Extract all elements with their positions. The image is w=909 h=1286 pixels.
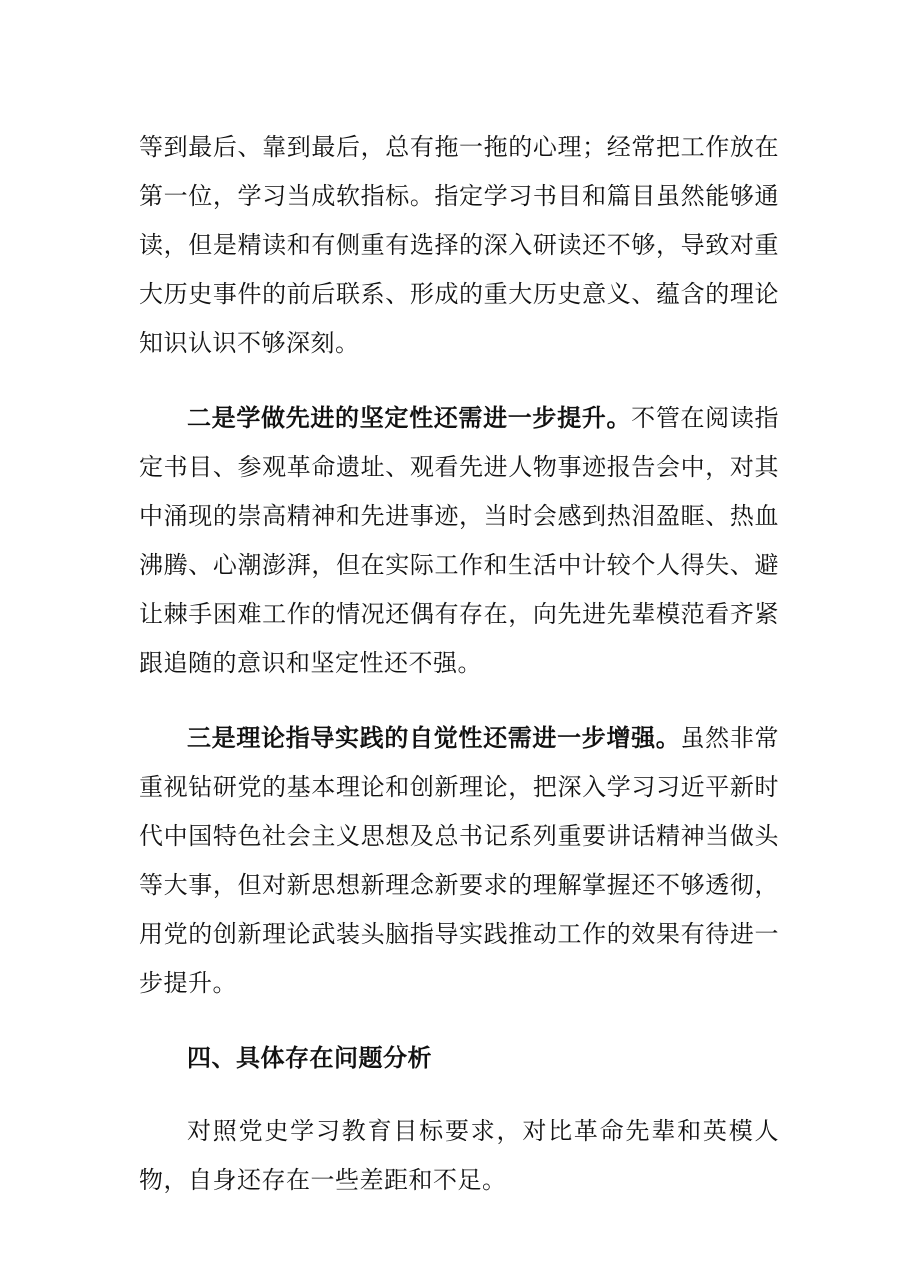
point-two-paragraph xyxy=(139,393,779,688)
point-three-body: 虽然非常重视钻研党的基本理论和创新理论，把深入学习习近平新时代中国特色社会主义思想及总书记系列重要讲话精神当做头等大事，但对新思想新理念新要求的理解掌握还不够透彻，用党的创新理论武装头脑指导实践推动工作的效果有待进一步提升。 xyxy=(139,724,780,997)
document-body xyxy=(139,123,779,1205)
point-two-body: 不管在阅读指定书目、参观革命遗址、观看先进人物事迹报告会中，对其中涌现的崇高精神和先进事迹，当时会感到热泪盈眶、热血沸腾、心潮澎湃，但在实际工作和生活中计较个人得失、避让棘手困难工作的情况还偶有存在，向先进先辈模范看齐紧跟追随的意识和坚定性还不强。 xyxy=(139,404,780,677)
point-three-lead: 三是理论指导实践的自觉性还需进一步增强。 xyxy=(187,723,681,752)
point-three-paragraph xyxy=(139,713,779,1008)
section-heading: 四、具体存在问题分析 xyxy=(187,1043,432,1072)
point-two-lead: 二是学做先进的坚定性还需进一步提升。 xyxy=(187,403,632,432)
closing-paragraph: 对照党史学习教育目标要求，对比革命先辈和英模人物，自身还存在一些差距和不足。 xyxy=(139,1117,779,1194)
continuation-paragraph: 等到最后、靠到最后，总有拖一拖的心理；经常把工作放在第一位，学习当成软指标。指定学习书目和篇目虽然能够通读，但是精读和有侧重有选择的深入研读还不够，导致对重大历史事件的前后联系、形成的重大历史意义、蕴含的理论知识认识不够深刻。 xyxy=(139,133,779,357)
